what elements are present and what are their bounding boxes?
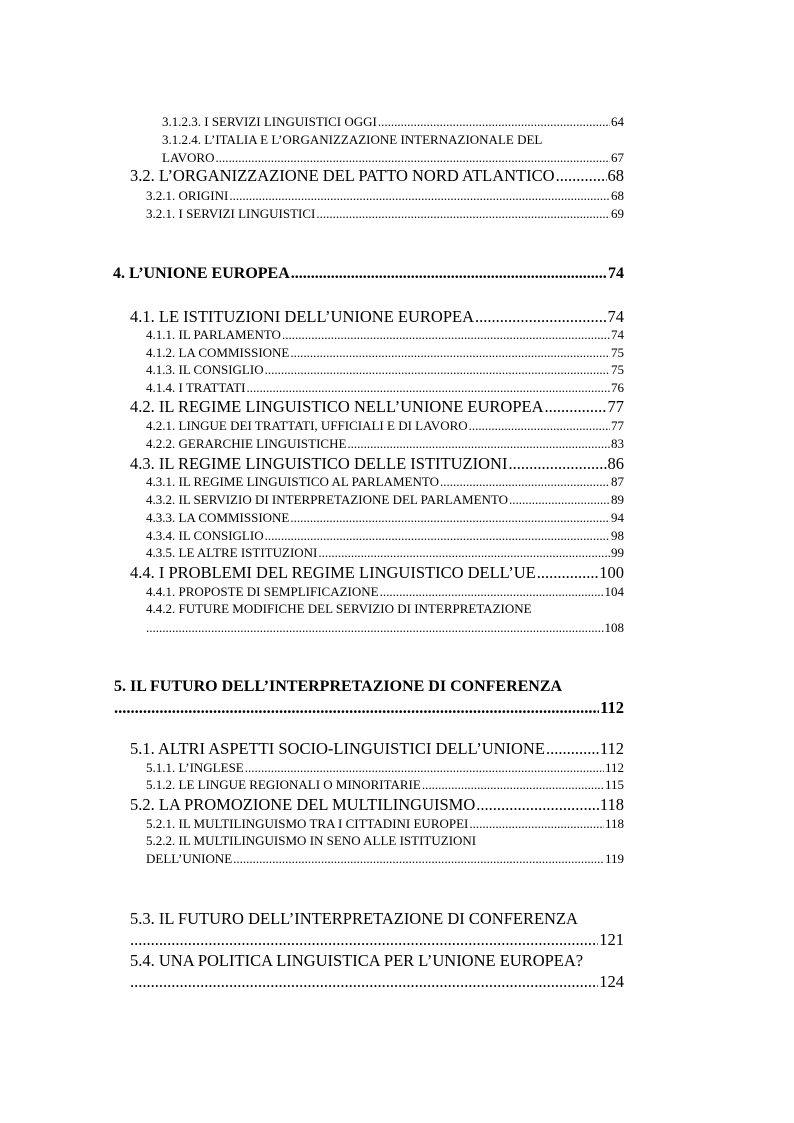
toc-entry-title: 4.1.4. I TRATTATI [146,380,246,395]
toc-entry-page: 108 [604,620,624,635]
toc-leader-dots [476,795,599,815]
toc-entry-page: 74 [608,265,624,282]
toc-entry [146,545,624,561]
toc-entry [130,909,578,929]
toc-entry-page: 75 [611,362,624,377]
toc-entry [146,851,624,867]
toc-entry-page: 76 [611,380,624,395]
toc-entry [146,601,532,617]
toc-leader-dots [114,698,599,718]
toc-entry-title: 4.3.1. IL REGIME LINGUISTICO AL PARLAMENTO [146,474,439,489]
toc-entry [146,584,624,600]
toc-chapter [113,265,624,283]
toc-entry [130,795,624,815]
toc-leader-dots [245,760,604,776]
toc-entry-page: 64 [611,114,624,129]
toc-entry-title: 5.3. IL FUTURO DELL’INTERPRETAZIONE DI CONFERENZA [130,909,578,928]
toc-entry-title: 5.4. UNA POLITICA LINGUISTICA PER L’UNIONE EUROPEA? [130,951,584,970]
toc-leader-dots [282,327,610,343]
toc-entry-page: 77 [607,397,624,416]
toc-leader-dots [546,739,599,759]
toc-entry-page: 118 [604,816,624,831]
toc-entry-title: 5.2.1. IL MULTILINGUISMO TRA I CITTADINI EUROPEI [146,816,469,831]
toc-entry-title: 5.1. ALTRI ASPETTI SOCIO-LINGUISTICI DELL’UNIONE [130,739,545,758]
toc-entry-page: 112 [599,739,624,758]
toc-entry-title: 4.2.2. GERARCHIE LINGUISTICHE [146,436,347,451]
toc-leader-dots [265,362,610,378]
toc-entry-title: 3.2.1. ORIGINI [146,188,229,203]
toc-entry-page: 94 [611,510,624,525]
toc-leader-dots [265,528,610,544]
toc-entry-title: 5.1.1. L’INGLESE [146,760,244,775]
toc-chapter [114,678,562,696]
toc-leader-dots [246,380,610,396]
toc-entry-title: 3.1.2.3. I SERVIZI LINGUISTICI OGGI [162,114,377,129]
toc-entry [130,739,624,759]
toc-entry [162,150,624,166]
toc-entry-page: 89 [611,492,624,507]
toc-entry [146,362,624,378]
toc-entry [146,345,624,361]
toc-entry-page: 69 [611,206,624,221]
toc-entry [146,528,624,544]
toc-entry-title: 5.1.2. LE LINGUE REGIONALI O MINORITARIE [146,777,421,792]
toc-entry [130,563,624,583]
toc-entry-page: 74 [607,307,624,326]
toc-entry-page: 121 [599,930,624,949]
toc-leader-dots [537,563,599,583]
toc-entry [130,307,624,327]
toc-entry-title: 4. L’UNIONE EUROPEA [113,265,290,282]
toc-leader-dots [291,265,607,283]
toc-chapter [114,698,624,718]
toc-entry-title: 5.2.2. IL MULTILINGUISMO IN SENO ALLE ISTITUZIONI [146,833,477,848]
toc-entry-title: 4.1.1. IL PARLAMENTO [146,327,281,342]
toc-entry-title: 4.3.2. IL SERVIZIO DI INTERPRETAZIONE DEL PARLAMENTO [146,492,509,507]
toc-entry [162,114,624,130]
toc-entry-title: 3.1.2.4. L’ITALIA E L’ORGANIZZAZIONE INTERNAZIONALE DEL [162,132,543,147]
toc-entry-title: 3.2. L’ORGANIZZAZIONE DEL PATTO NORD ATLANTICO [130,166,555,185]
toc-leader-dots [469,418,610,434]
toc-leader-dots [146,620,604,636]
toc-leader-dots [316,206,610,222]
toc-leader-dots [509,492,610,508]
toc-leader-dots [347,436,610,452]
toc-entry-title: 3.2.1. I SERVIZI LINGUISTICI [146,206,316,221]
toc-entry-page: 124 [599,972,624,991]
toc-leader-dots [318,545,610,561]
toc-entry [146,492,624,508]
toc-entry-title: 4.3.3. LA COMMISSIONE [146,510,290,525]
toc-leader-dots [380,584,604,600]
toc-entry-title: 4.3.5. LE ALTRE ISTITUZIONI [146,545,318,560]
toc-leader-dots [422,777,604,793]
toc-leader-dots [440,474,610,490]
toc-leader-dots [216,150,611,166]
toc-entry-title: 4.1.2. LA COMMISSIONE [146,345,290,360]
toc-entry-title: 4.1. LE ISTITUZIONI DELL’UNIONE EUROPEA [130,307,475,326]
toc-leader-dots [130,972,598,992]
toc-leader-dots [545,397,607,417]
toc-entry [162,132,542,148]
toc-entry [146,474,624,490]
toc-entry-title: 4.4.2. FUTURE MODIFICHE DEL SERVIZIO DI INTERPRETAZIONE [146,601,532,616]
toc-entry-page: 77 [611,418,624,433]
toc-entry [146,418,624,434]
toc-entry [146,188,624,204]
toc-leader-dots [556,166,607,186]
toc-leader-dots [475,307,606,327]
toc-entry-page: 104 [604,584,624,599]
toc-entry [146,760,624,776]
toc-leader-dots [290,345,610,361]
toc-leader-dots [469,816,604,832]
toc-entry [146,380,624,396]
toc-entry-page: 99 [611,545,624,560]
toc-entry-page: 118 [599,795,624,814]
toc-entry [130,930,624,950]
toc-entry [130,166,624,186]
toc-entry-page: 119 [604,851,624,866]
toc-entry-title: 5. IL FUTURO DELL’INTERPRETAZIONE DI CONFERENZA [114,678,563,695]
toc-entry-title: DELL’UNIONE [146,851,233,866]
toc-leader-dots [290,510,610,526]
toc-entry-page: 86 [607,454,624,473]
toc-entry [146,327,624,343]
toc-entry-page: 68 [607,166,624,185]
toc-entry-title: 4.2. IL REGIME LINGUISTICO NELL’UNIONE EUROPEA [130,397,544,416]
toc-entry-page: 68 [611,188,624,203]
toc-entry [130,397,624,417]
toc-entry-page: 87 [611,474,624,489]
toc-entry-title: 4.2.1. LINGUE DEI TRATTATI, UFFICIALI E DI LAVORO [146,418,468,433]
toc-entry-page: 115 [604,777,624,792]
toc-entry [130,951,583,971]
toc-entry [130,972,624,992]
toc-entry [146,510,624,526]
toc-entry [146,206,624,222]
toc-entry [146,436,624,452]
toc-entry-page: 75 [611,345,624,360]
toc-entry [146,620,624,636]
toc-entry [146,777,624,793]
toc-leader-dots [233,851,604,867]
toc-entry-page: 98 [611,528,624,543]
toc-entry-title: 5.2. LA PROMOZIONE DEL MULTILINGUISMO [130,795,476,814]
toc-entry-title: 4.3. IL REGIME LINGUISTICO DELLE ISTITUZIONI [130,454,508,473]
toc-entry-title: LAVORO [162,150,215,165]
toc-entry-page: 74 [611,327,624,342]
toc-entry [146,833,476,849]
toc-entry-title: 4.4. I PROBLEMI DEL REGIME LINGUISTICO DELL’UE [130,563,536,582]
toc-entry-title: 4.1.3. IL CONSIGLIO [146,362,264,377]
toc-leader-dots [229,188,610,204]
toc-entry-page: 83 [611,436,624,451]
toc-leader-dots [130,930,598,950]
toc-entry-page: 112 [600,698,624,717]
toc-entry-page: 100 [599,563,624,582]
toc-leader-dots [508,454,606,474]
toc-entry-title: 4.4.1. PROPOSTE DI SEMPLIFICAZIONE [146,584,379,599]
toc-entry [130,454,624,474]
toc-entry-title: 4.3.4. IL CONSIGLIO [146,528,264,543]
toc-entry-page: 67 [611,150,624,165]
toc-entry-page: 112 [604,760,624,775]
toc-entry [146,816,624,832]
toc-leader-dots [378,114,610,130]
